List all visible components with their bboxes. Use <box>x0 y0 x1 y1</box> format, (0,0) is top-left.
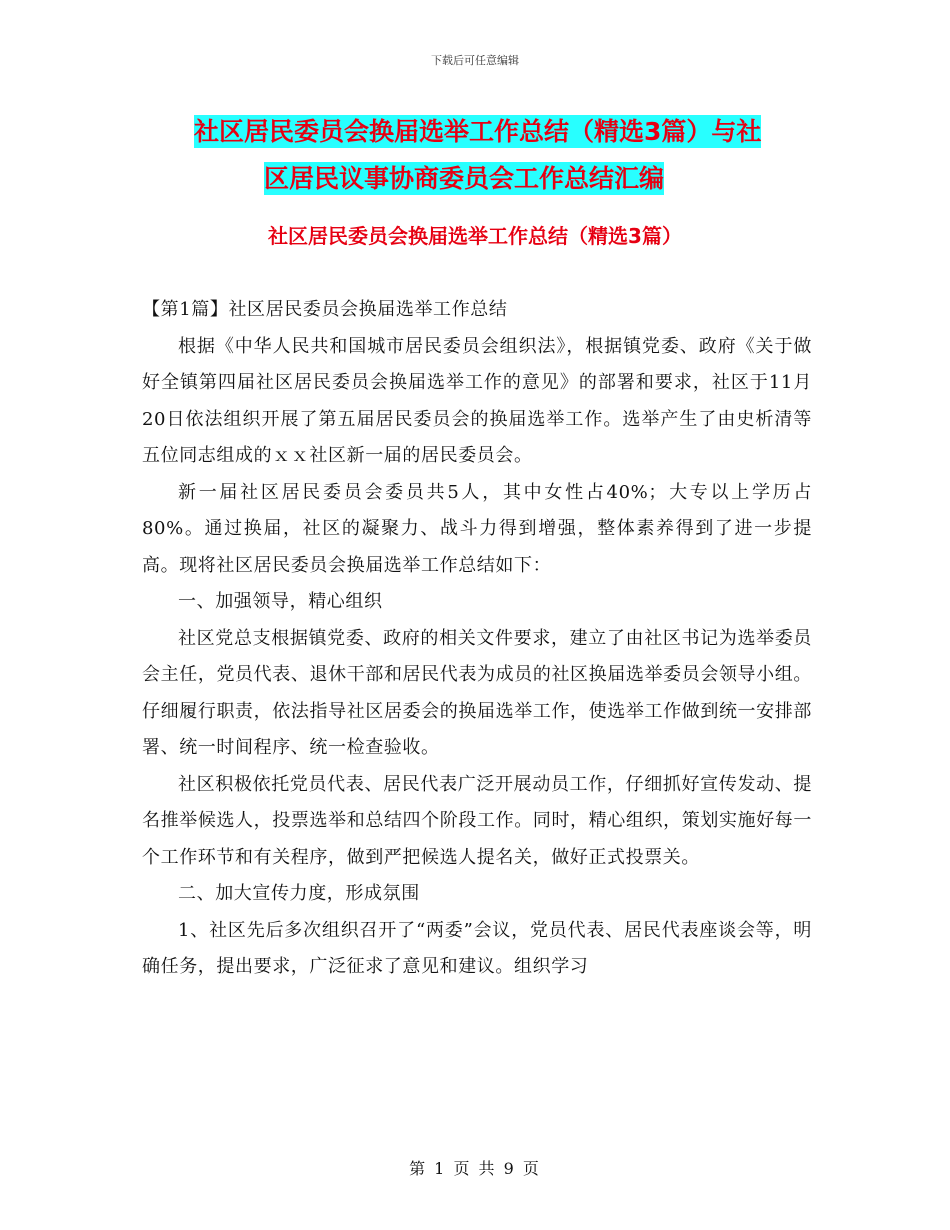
section-heading: 一、加强领导，精心组织 <box>178 591 383 612</box>
header-note: 下载后可任意编辑 <box>431 54 519 67</box>
paragraph: 社区党总支根据镇党委、政府的相关文件要求，建立了由社区书记为选举委员会主任，党员代表、退休干部和居民代表为成员的社区换届选举委员会领导小组。仔细履行职责，依法指导社区居委会的换届选举工作，使选举工作做到统一安排部署、统一时间程序、统一检查验收。 <box>142 627 812 758</box>
section-heading: 二、加大宣传力度，形成氛围 <box>178 883 420 904</box>
paragraph: 新一届社区居民委员会委员共5人，其中女性占40%；大专以上学历占80%。通过换届，社区的凝聚力、战斗力得到增强，整体素养得到了进一步提高。现将社区居民委员会换届选举工作总结如下： <box>142 481 812 576</box>
paragraph: 社区积极依托党员代表、居民代表广泛开展动员工作，仔细抓好宣传发动、提名推举候选人，投票选举和总结四个阶段工作。同时，精心组织，策划实施好每一个工作环节和有关程序，做到严把候选人提名关，做好正式投票关。 <box>142 773 812 868</box>
paragraph: 1、社区先后多次组织召开了“两委”会议，党员代表、居民代表座谈会等，明确任务，提出要求，广泛征求了意见和建议。组织学习 <box>142 919 812 977</box>
section-title: 社区居民委员会换届选举工作总结（精选3篇） <box>268 224 682 248</box>
title-line-2: 区居民议事协商委员会工作总结汇编 <box>264 164 665 193</box>
paragraph: 根据《中华人民共和国城市居民委员会组织法》，根据镇党委、政府《关于做好全镇第四届社区居民委员会换届选举工作的意见》的部署和要求，社区于11月20日依法组织开展了第五届居民委员会的换届选举工作。选举产生了由史析清等五位同志组成的ｘｘ社区新一届的居民委员会。 <box>142 335 812 466</box>
document-title <box>140 108 820 202</box>
page-footer: 第 1 页 共 9 页 <box>409 1159 541 1178</box>
title-line-1: 社区居民委员会换届选举工作总结（精选3篇）与社 <box>194 117 762 146</box>
body-text <box>142 292 812 986</box>
article-heading: 【第1篇】社区居民委员会换届选举工作总结 <box>142 299 508 320</box>
